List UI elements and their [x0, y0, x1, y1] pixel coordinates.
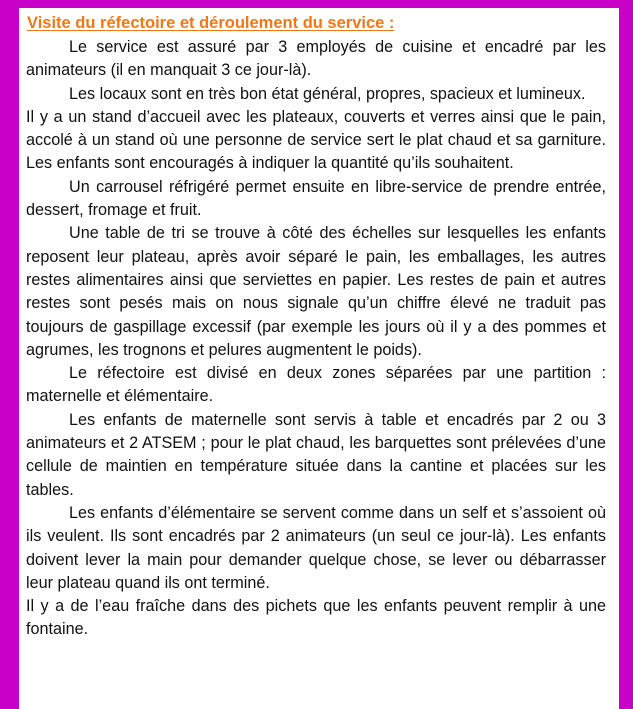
body-text [26, 36, 606, 642]
document-panel [19, 8, 619, 709]
paragraph-carousel: Un carrousel réfrigéré permet ensuite en libre-service de prendre entrée, dessert, fromage et fruit. [26, 177, 606, 220]
paragraph-premises: Les locaux sont en très bon état général, propres, spacieux et lumineux. [69, 84, 586, 103]
paragraph-partition: Le réfectoire est divisé en deux zones séparées par une partition : maternelle et élémentaire. [26, 364, 606, 406]
paragraph-elementaire: Les enfants d’élémentaire se servent comme dans un self et s’assoient où ils veulent. Ils sont encadrés par 2 animateurs (un seul ce jour-là). Les enfants doivent lever la main pour demander quelque chose, se lever ou débarrasser leur plateau quand ils ont terminé. [26, 503, 606, 592]
paragraph-staff: Le service est assuré par 3 employés de cuisine et encadré par les animateurs (il en manquait 3 ce jour-là). [26, 38, 606, 80]
paragraph-sorting-table: Une table de tri se trouve à côté des échelles sur lesquelles les enfants reposent leur plateau, après avoir séparé le pain, les emballages, les autres restes alimentaires ainsi que serviettes en papier. Les restes de pain et autres restes sont pesés mais on nous signale qu’un chiffre élevé ne traduit pas toujours de gaspillage excessif (par exemple les jours où il y a des pommes et agrumes, les trognons et pelures augmentent le poids). [26, 224, 606, 359]
paragraph-water: Il y a de l’eau fraîche dans des pichets que les enfants peuvent remplir à une fontaine. [26, 597, 606, 639]
paragraph-reception-stand: Il y a un stand d’accueil avec les plateaux, couverts et verres ainsi que le pain, accolé à un stand où une personne de service sert le plat chaud et sa garniture. Les enfants sont encouragés à indiquer la quantité qu’ils souhaitent. [26, 107, 606, 173]
section-title: Visite du réfectoire et déroulement du service : [27, 14, 395, 32]
paragraph-maternelle: Les enfants de maternelle sont servis à table et encadrés par 2 ou 3 animateurs et 2 ATSEM ; pour le plat chaud, les barquettes sont prélevées d’une cellule de maintien en température située dans la cantine et placées sur les tables. [26, 410, 606, 499]
